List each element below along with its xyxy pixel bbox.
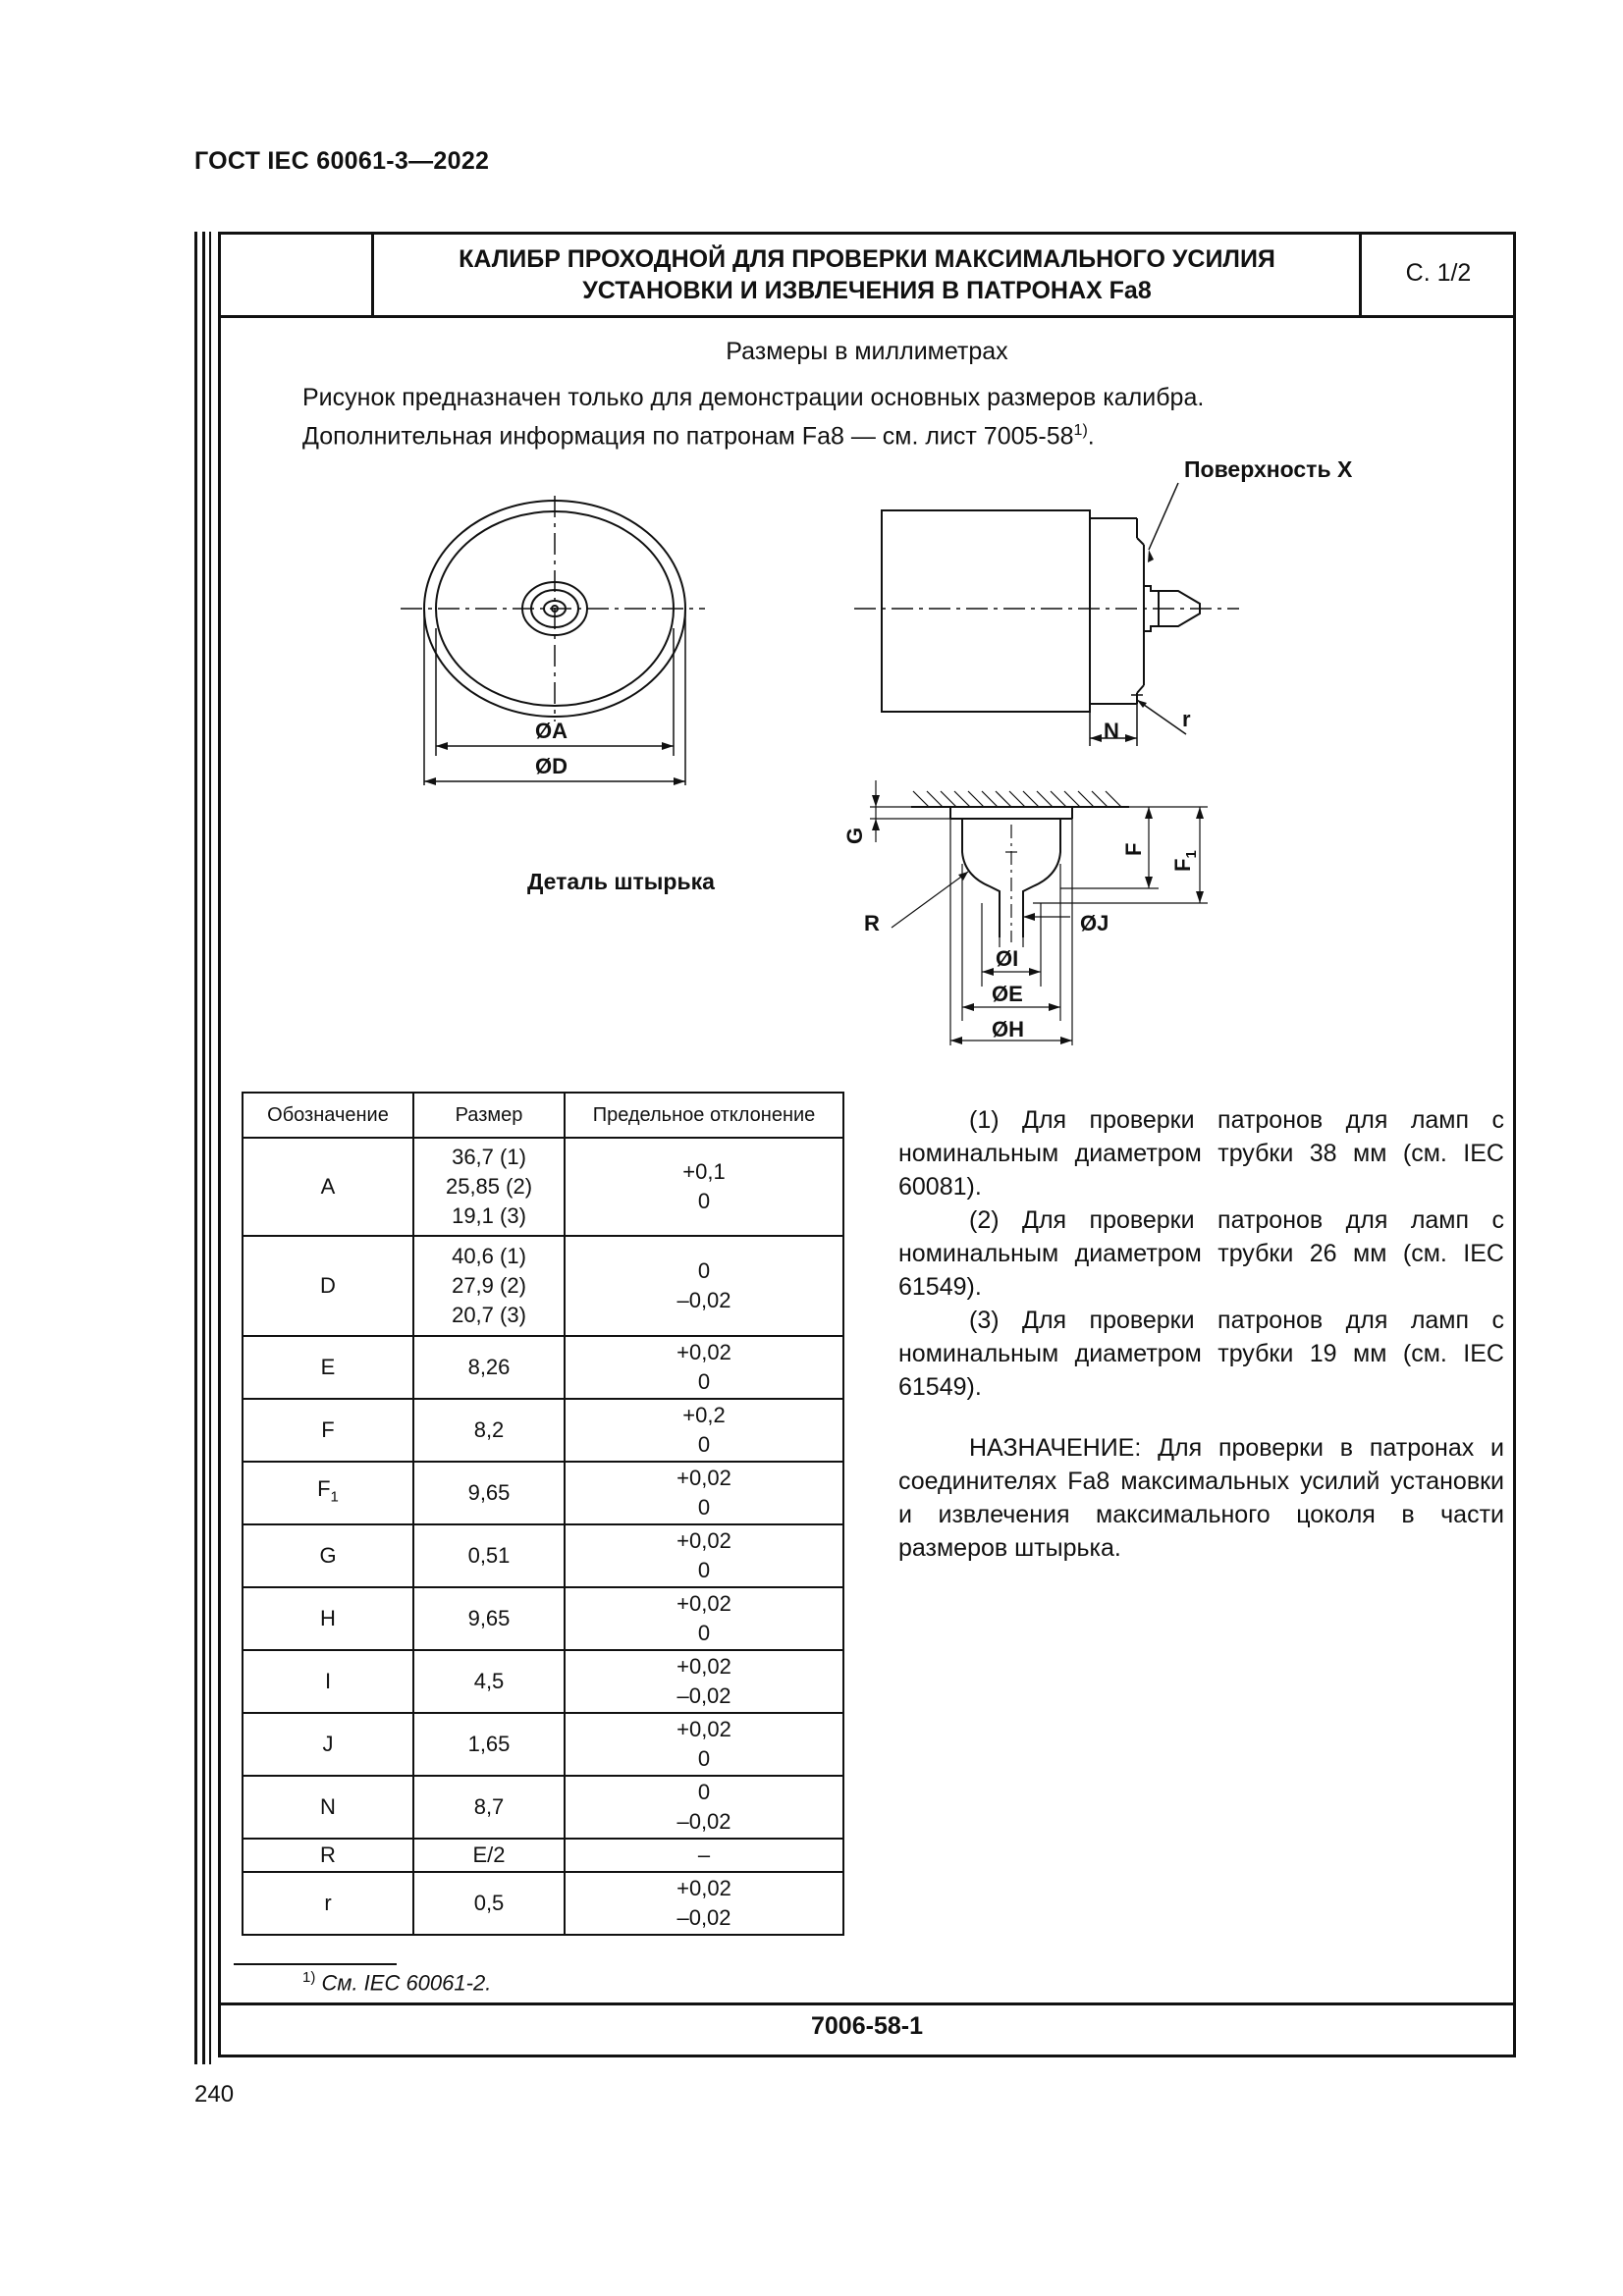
margin-line [209,232,211,2064]
label-A: ØA [535,719,568,743]
margin-line [194,232,197,2064]
label-F1: $F_1$ [1170,850,1200,872]
footnote-rule [234,1963,397,1965]
label-F: F [1121,842,1146,856]
size-cell: 8,2 [413,1399,565,1462]
surface-x-label: Поверхность X [1184,456,1353,482]
tolerance-cell: +0,02 0 [565,1462,843,1524]
notes [898,1103,1504,1404]
note-paragraph: (1) Для проверки патронов для ламп с номинальным диаметром трубки 38 мм (см. IEC 60081). [898,1106,1504,1201]
table-row [243,1587,843,1650]
sheet-number: 7006-58-1 [811,2012,923,2040]
label-J: ØJ [1080,911,1109,935]
label-N: N [1104,719,1119,743]
symbol-cell: r [243,1872,413,1935]
size-cell: 1,65 [413,1713,565,1776]
dimensions-table [242,1092,844,1936]
size-cell: 36,7 (1) 25,85 (2) 19,1 (3) [413,1138,565,1236]
table-row [243,1336,843,1399]
table-row [243,1872,843,1935]
table-row [243,1236,843,1336]
tolerance-cell: 0 –0,02 [565,1776,843,1839]
label-I: ØI [996,946,1019,971]
note-paragraph: (3) Для проверки патронов для ламп с номинальным диаметром трубки 19 мм (см. IEC 61549). [898,1307,1504,1401]
tolerance-cell: +0,02 –0,02 [565,1650,843,1713]
intro-line: Рисунок предназначен только для демонстрации основных размеров калибра. [302,384,1205,411]
footer-rule [218,2002,1516,2005]
tolerance-cell: +0,02 –0,02 [565,1872,843,1935]
table-row [243,1713,843,1776]
page-number: 240 [194,2081,235,2108]
symbol-cell: E [243,1336,413,1399]
sheet-title-line: КАЛИБР ПРОХОДНОЙ ДЛЯ ПРОВЕРКИ МАКСИМАЛЬНОГО УСИЛИЯ [459,245,1275,273]
size-cell: 40,6 (1) 27,9 (2) 20,7 (3) [413,1236,565,1336]
table-row [243,1524,843,1587]
tolerance-cell: +0,02 0 [565,1524,843,1587]
tolerance-cell: +0,2 0 [565,1399,843,1462]
size-cell: 4,5 [413,1650,565,1713]
label-D: ØD [535,754,568,778]
tolerance-cell: – [565,1839,843,1872]
purpose-text: НАЗНАЧЕНИЕ: Для проверки в патронах и соединителях Fa8 максимальных усилий установки и извлечения максимального цоколя в части размеров штырька. [898,1434,1504,1562]
standard-code: ГОСТ IEC 60061-3—2022 [194,147,490,175]
size-cell: 8,26 [413,1336,565,1399]
sheet-title [377,243,1357,306]
tolerance-cell: +0,02 0 [565,1336,843,1399]
tolerance-cell: 0 –0,02 [565,1236,843,1336]
label-R: R [864,911,880,935]
sheet-page-indicator: С. 1/2 [1405,259,1472,287]
symbol-cell: I [243,1650,413,1713]
table-row [243,1776,843,1839]
sheet-title-line: УСТАНОВКИ И ИЗВЛЕЧЕНИЯ В ПАТРОНАХ Fa8 [582,277,1152,304]
table-row [243,1839,843,1872]
gauge-drawing [373,442,1353,1060]
symbol-cell: D [243,1236,413,1336]
table-header-row [243,1093,843,1138]
size-cell: 0,5 [413,1872,565,1935]
table-row [243,1399,843,1462]
table-row [243,1462,843,1524]
symbol-cell: G [243,1524,413,1587]
symbol-cell: $F_1$ [243,1462,413,1524]
symbol-cell: A [243,1138,413,1236]
column-header: Предельное отклонение [565,1093,843,1138]
symbol-cell: J [243,1713,413,1776]
symbol-cell: R [243,1839,413,1872]
tolerance-cell: +0,02 0 [565,1713,843,1776]
symbol-cell: F [243,1399,413,1462]
note-paragraph: (2) Для проверки патронов для ламп с номинальным диаметром трубки 26 мм (см. IEC 61549). [898,1206,1504,1301]
margin-line [202,232,205,2064]
column-header: Размер [413,1093,565,1138]
tolerance-cell: +0,1 0 [565,1138,843,1236]
table-row [243,1138,843,1236]
size-cell: 8,7 [413,1776,565,1839]
detail-label: Деталь штырька [527,869,715,894]
symbol-cell: N [243,1776,413,1839]
title-divider [1359,232,1362,318]
label-r: r [1182,707,1191,731]
title-divider [371,232,374,318]
size-cell: E/2 [413,1839,565,1872]
gauge-body [882,510,1090,712]
column-header: Обозначение [243,1093,413,1138]
table-row [243,1650,843,1713]
label-E: ØE [992,982,1023,1006]
label-H: ØH [992,1017,1024,1041]
tolerance-cell: +0,02 0 [565,1587,843,1650]
label-G: G [842,827,867,844]
units-note: Размеры в миллиметрах [726,338,1008,365]
intro-line: Дополнительная информация по патронам Fa8 — см. лист 7005-58$^{1)}$. [302,422,1095,451]
symbol-cell: H [243,1587,413,1650]
size-cell: 9,65 [413,1587,565,1650]
size-cell: 9,65 [413,1462,565,1524]
size-cell: 0,51 [413,1524,565,1587]
footnote: $^{1)}$ См. IEC 60061-2. [302,1969,492,1996]
